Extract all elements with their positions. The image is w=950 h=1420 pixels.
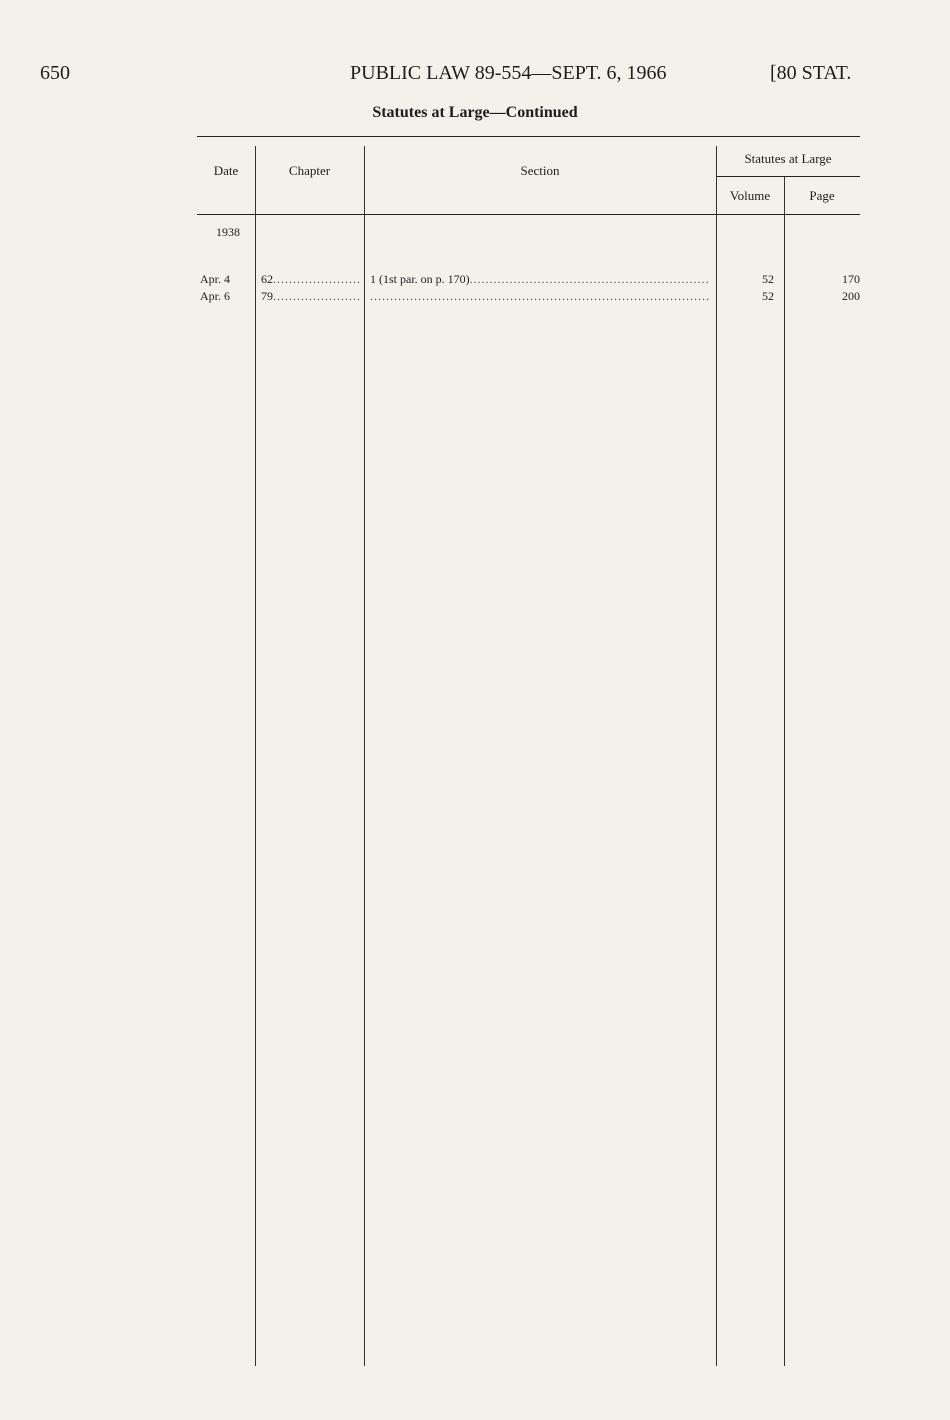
column-header-statutes-at-large: Statutes at Large: [744, 151, 832, 166]
column-header-section: Section: [520, 163, 560, 178]
section-cell: 1 (1st par. on p. 170) .....: [370, 271, 710, 288]
statutes-group-rule: [716, 176, 860, 177]
page-cell: 200: [842, 288, 860, 303]
header-bottom-rule: [197, 214, 860, 215]
page-cell: 170: [842, 272, 860, 286]
volume-cell: 52: [762, 272, 774, 286]
table-row: [197, 288, 860, 305]
running-title: PUBLIC LAW 89-554—SEPT. 6, 1966: [350, 62, 667, 84]
column-header-page: Page: [809, 188, 835, 203]
date-cell: Apr. 4: [200, 272, 230, 286]
table-top-rule: [197, 136, 860, 137]
table-body: [197, 224, 860, 304]
chapter-cell: 62 .....: [261, 271, 361, 288]
column-divider: [784, 176, 785, 1366]
year-label: 1938: [216, 225, 240, 239]
chapter-cell: 79 .....: [261, 288, 361, 305]
column-header-volume: Volume: [729, 188, 771, 203]
table-subtitle: Statutes at Large—Continued: [372, 104, 578, 121]
column-header-chapter: Chapter: [288, 163, 331, 178]
year-heading: [197, 224, 860, 271]
column-divider: [364, 146, 365, 1366]
volume-reference: [80 STAT.: [770, 62, 852, 84]
section-cell: [370, 288, 710, 305]
column-divider: [255, 146, 256, 1366]
volume-cell: 52: [762, 288, 774, 303]
column-header-date: Date: [213, 163, 239, 178]
page-number: 650: [40, 62, 70, 84]
column-divider: [716, 146, 717, 1366]
date-cell: Apr. 6: [200, 288, 230, 303]
table-row: [197, 271, 860, 288]
